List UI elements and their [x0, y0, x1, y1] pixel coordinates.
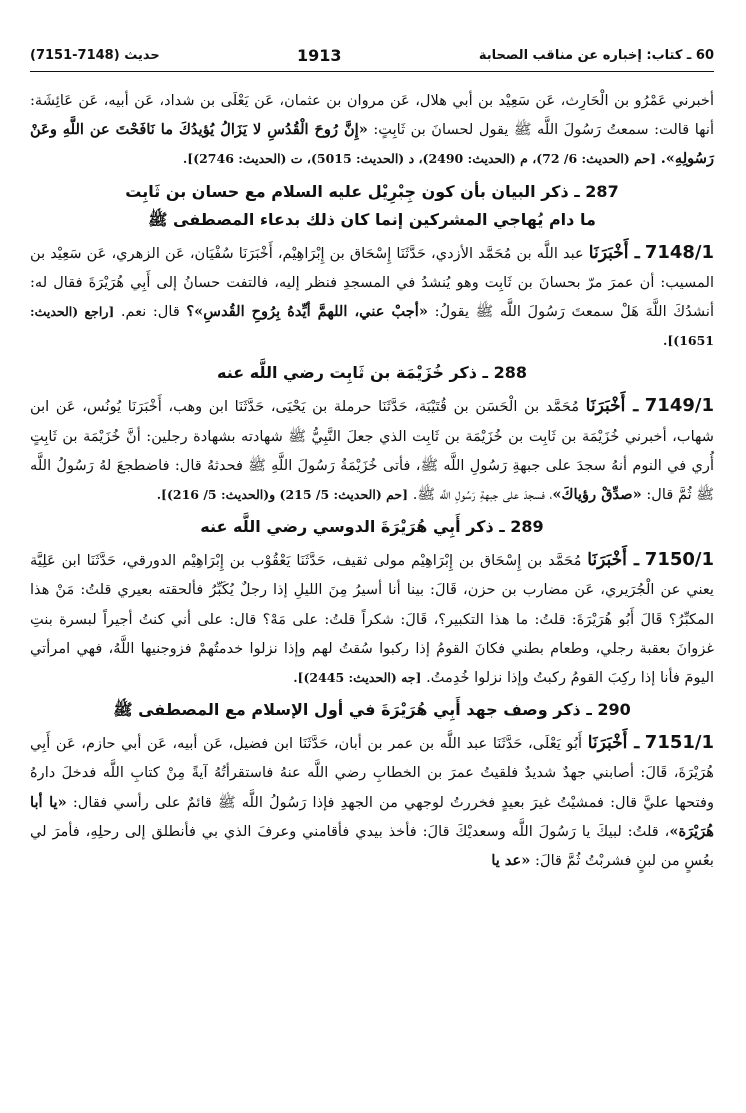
section-287-title [30, 178, 714, 234]
hadith-quote: «صدِّقْ رؤياكَ» [552, 486, 642, 504]
hadith-number: 7151/1 [644, 732, 714, 754]
section-288-title: 288 ـ ذكر خُزَيْمَة بن ثَابِت رضي اللَّه عنه [217, 363, 527, 383]
hadith-text: أَبُو يَعْلَى، حَدَّثَنَا عبد اللَّه بن عمر بن أبان، حَدَّثَنَا ابن فضيل، عَن أبيه، عَن أبي حازم، عَن أَبِي هُرَيْرَةَ، قَالَ: أصابني جهدٌ شديدٌ فلقيتُ عمرَ بن الخطابِ رضي اللَّه عنهُ فاستقرأتُهُ آيةً مِنْ كتابِ اللَّه فدخلَ دارهُ وفتحها عليَّ قال: فمشيْتُ غيرَ بعيدٍ فخررتُ لوجهي من الجهدِ فإذا رَسُولُ اللَّه ﷺ قائمٌ على رأسي فقال: [30, 735, 715, 811]
hadith-quote: «يا أبا هُرَيْرَة» [30, 793, 714, 840]
continuation-line1: أخبرني عَمْرُو بن الْحَارِث، عَن سَعِيْد بن أبي هلال، عَن مروان بن عثمان، عَن يَعْلَى بن شداد، عَن [134, 92, 714, 109]
hadith-7148 [30, 238, 714, 356]
hadith-ref: [حم (الحديث: 5/ 215) و(الحديث: 5/ 216)]. [156, 487, 409, 503]
hadith-7149 [30, 391, 714, 509]
ikhbar-label: ـ أَخْبَرَنَا [587, 733, 640, 754]
hadith-text: مُحَمَّد بن الْحَسَن بن قُتَيْبَة، حَدَّثَنَا حرملة بن يَحْيَى، حَدَّثَنَا ابن وهب، أَخْبَرَنَا يُونُس، عَن ابن شهاب، أخبرني خُزَيْمَة بن ثَابِت بن خُزَيْمَة بن ثَابِت الذي جعلَ النَّبِيُّ ﷺ شهادته بشهادة رجلين: أنَّ خُزَيْمَة بن ثَابِتٍ أُري في النوم أنهُ سجدَ على جبهةِ رَسُولِ اللَّه ﷺ، فأتى خُزَيْمَةُ رَسُولَ اللَّهِ ﷺ فحدثهُ قال: فاضطجعَ لهُ رَسُولُ اللَّه ﷺ ثُمَّ قال: [30, 398, 714, 504]
page-number: 1913 [297, 45, 342, 65]
header-rule [30, 71, 714, 72]
hadith-tail: قال: نعم. [120, 303, 180, 321]
hadith-ref: [راجع (الحديث: 1651)]. [30, 304, 714, 349]
hadith-tail: ، فسجدَ على جبهةِ رَسُولِ اللَّه ﷺ. [412, 486, 553, 504]
continuation-ref: [حم (الحديث: 6/ 72)، م (الحديث: 2490)، د (الحديث: 5015)، ت (الحديث: 2746)]. [182, 151, 657, 167]
section-287-title-line1: 287 ـ ذكر البيان بأن كون جِبْرِيْل عليه السلام مع حسان بن ثَابِت [125, 181, 619, 201]
running-header [30, 44, 714, 66]
hadith-continuation [30, 86, 714, 174]
continuation-quote: «إِنَّ رُوحَ الْقُدُسِ لا يَزَالُ يُؤيدُكَ ما نَافَحْتَ عن اللَّهِ وعَنْ رَسُولِهِ». [30, 121, 714, 168]
ikhbar-label: ـ أَخْبَرَنَا [587, 550, 639, 571]
hadith-range: حديث (7148-7151) [30, 47, 160, 63]
hadith-quote: «أجبْ عني، اللهمَّ أيِّدهُ بِرُوحِ القُدسِ»؟ [186, 303, 428, 321]
hadith-text: عبد اللَّه بن مُحَمَّد الأزدي، حَدَّثَنَا إِسْحَاق بن إِبْرَاهِيْم، أَخْبَرَنَا سُفْيَان، عَن الزهري، عَن سَعِيْد بن المسيب: أن عمرَ مرّ بحسانَ بن ثَابِت وهو يُنشدُ في المسجدِ فنظر إليه، فالتفت حسانُ إلى أَبِي هُرَيْرَةَ فقال له: أنشدُكَ اللَّهَ هَلْ سمعتَ رَسُولَ اللَّه ﷺ يقولُ: [30, 244, 715, 321]
hadith-quote-continued: «عد يا [491, 852, 531, 870]
hadith-number: 7148/1 [644, 241, 715, 263]
section-287-title-line2: ما دام يُهاجي المشركين إنما كان ذلك بدعاء المصطفى ﷺ [148, 209, 596, 229]
ikhbar-label: ـ أَخْبَرَنَا [585, 396, 639, 417]
hadith-ref: [جه (الحديث: 2445)]. [293, 670, 422, 686]
ikhbar-label: ـ أَخْبَرَنَا [588, 242, 640, 263]
hadith-text: مُحَمَّد بن إِسْحَاق بن إِبْرَاهِيْم مولى ثقيف، حَدَّثَنَا يَعْقُوْب بن إِبْرَاهِيْم الدورقي، حَدَّثَنَا ابن عَلِيَّة يعني عن الْجُرَيري، عَن مضارب بن حزن، قَالَ: بينا أنا أسيرُ مِنَ الليلِ إذا رجلٌ يُكَبِّرُ فألحقته بعيري قلتُ: مَنْ هذا المكبِّرُ؟ قَالَ أَبُو هُرَيْرَةَ: قلتُ: ما هذا التكبير؟، قَالَ: شكراً قلتُ: على مَهْ؟ قال: على أني كنتُ أجيراً لبسرة بنتِ غزوانَ بعقبة رجلي، وطعام بطني فكانَ القومُ إذا ركبوا سُقتُ لهم وإذا نزلوا خدمتُهمْ فزوجنيها اللَّهُ، فهي امرأتي اليومَ فأنا إذا ركِبَ القومُ ركبتُ وإذا نزلوا خُدِمتُ. [30, 552, 714, 687]
hadith-tail: ، قلتُ: لبيكَ يا رَسُولَ اللَّه وسعديْكَ قالَ: فأخذ بيدي فأقامني وعرفَ الذي بي فأنطلق إلى رحلِهِ، فأمرَ لي بعُسٍ من لبنٍ فشربْتُ ثُمَّ قالَ: [30, 822, 714, 870]
page-body [30, 86, 714, 875]
hadith-number: 7150/1 [644, 549, 714, 571]
section-290-title: 290 ـ ذكر وصف جهد أَبِي هُرَيْرَةَ في أول الإسلام مع المصطفى ﷺ [113, 700, 631, 720]
book-title: 60 ـ كتاب: إخباره عن مناقب الصحابة [478, 47, 714, 63]
hadith-7151 [30, 728, 714, 875]
hadith-7150 [30, 545, 714, 692]
continuation-line2: أبيه، عَن عَائِشَة: أنها قالت: سمعتُ رَسُولَ اللَّه ﷺ يقول لحسانَ بن ثَابِتٍ: [30, 92, 714, 139]
section-289-title: 289 ـ ذكر أَبِي هُرَيْرَةَ الدوسي رضي اللَّه عنه [200, 517, 544, 537]
hadith-number: 7149/1 [644, 395, 714, 417]
